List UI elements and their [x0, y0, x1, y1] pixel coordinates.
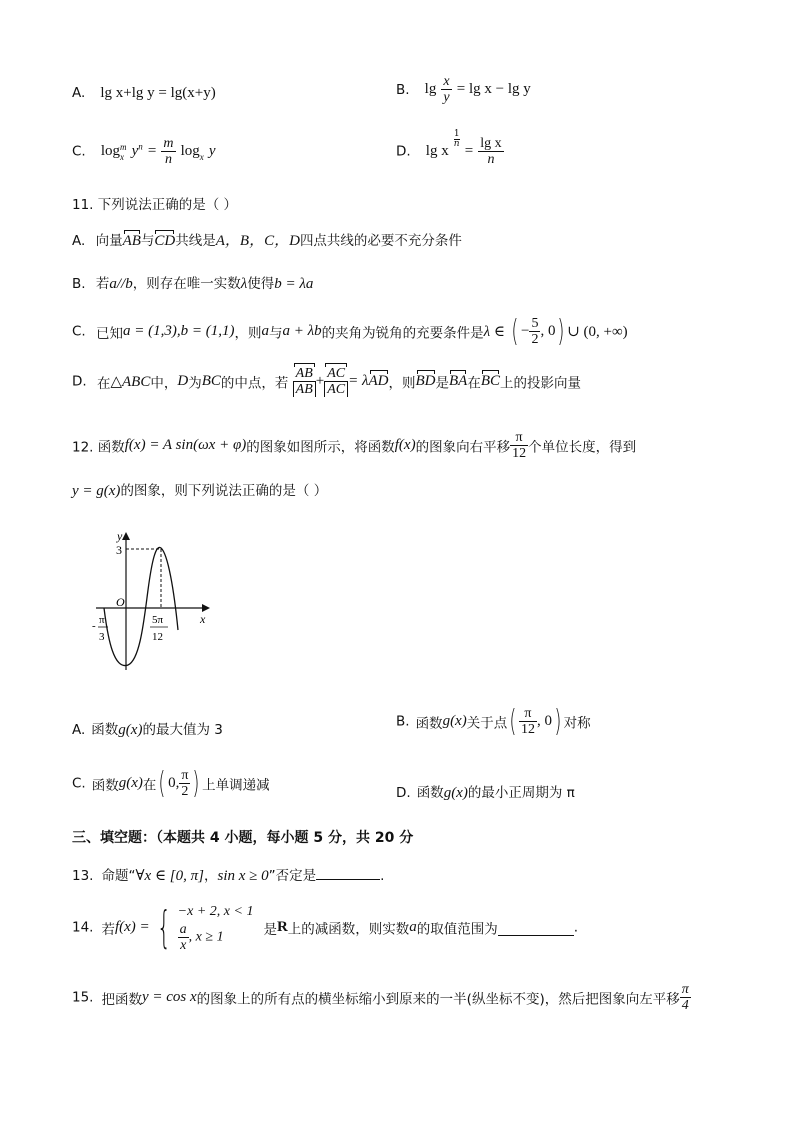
piecewise-cases — [178, 902, 254, 953]
equals: = — [147, 143, 157, 159]
text: 的图象向右平移 — [415, 439, 511, 456]
arg-sup: n — [138, 141, 143, 152]
vector-ab: AB — [122, 233, 141, 249]
text: 是 — [263, 921, 277, 938]
right-paren: ) — [554, 703, 562, 739]
condition: λ ∈ — [483, 324, 505, 340]
q11-option-b — [72, 272, 313, 293]
log-text: log — [100, 143, 120, 159]
interval-tail: , 0 — [540, 323, 556, 339]
text: 在 — [96, 375, 111, 392]
q11-option-a — [72, 229, 462, 250]
x-arrow — [202, 604, 210, 612]
left-paren: ( — [509, 703, 517, 739]
text: ， — [204, 868, 218, 884]
text: 把函数 — [101, 991, 142, 1008]
text: 对称 — [563, 715, 591, 732]
y-label: y — [117, 529, 123, 543]
q12-option-a — [72, 718, 223, 739]
log-arg: y — [131, 143, 139, 159]
q13 — [72, 864, 384, 885]
point-tail: , 0 — [536, 713, 552, 729]
vector-b: b — [125, 276, 133, 292]
log-text-2: log — [180, 143, 200, 159]
q10-option-c — [72, 136, 216, 167]
vector-bd: BD — [415, 373, 436, 389]
text: ，则 — [388, 375, 416, 392]
option-label: B. — [396, 82, 410, 98]
answer-blank[interactable] — [316, 879, 380, 880]
interval-head: 0, — [168, 775, 180, 791]
option-label: A. — [72, 722, 86, 738]
option-label: D. — [396, 785, 411, 801]
y-tick-3: 3 — [116, 543, 122, 557]
fraction: $\frac{5}{2}$ — [531, 316, 539, 347]
q14 — [72, 902, 578, 953]
text: 的中点，若 — [220, 375, 289, 392]
left-paren: ( — [511, 313, 519, 349]
case-2-tail: , x ≥ 1 — [188, 929, 224, 945]
text: 若 — [101, 921, 115, 938]
parallel: // — [116, 276, 126, 292]
fraction: $\frac{\pi}{2}$ — [181, 768, 189, 799]
equals: = — [464, 143, 474, 159]
lambda: λ — [240, 276, 248, 292]
text: 12. 函数 — [72, 439, 125, 456]
sine-graph — [88, 520, 218, 680]
text: ”否定是 — [268, 868, 317, 884]
q12-option-c — [72, 765, 270, 801]
fraction: $\frac{x}{y}$ — [443, 74, 450, 105]
log-prefix: lg — [424, 81, 437, 97]
text: 与 — [269, 325, 283, 342]
left-brace: { — [156, 901, 171, 953]
question-number: 15. — [72, 989, 94, 1006]
text: 与 — [140, 233, 155, 249]
text: 的取值范围为 — [416, 921, 498, 938]
period: . — [380, 868, 385, 884]
origin-label: O — [116, 595, 125, 609]
text: 函数 — [91, 722, 119, 738]
triangle: △ABC — [110, 374, 151, 390]
text: 在 — [142, 777, 157, 794]
q10-option-d — [396, 129, 504, 167]
text: 的最小正周期为 π — [467, 785, 575, 801]
exponent-fraction: $\frac{1}{n}$ — [453, 129, 460, 149]
fraction: $\frac{m}{n}$ — [163, 136, 174, 167]
x-label: x — [200, 612, 206, 626]
log-base: x — [119, 152, 124, 163]
log-base-2: x — [199, 152, 204, 163]
q12-option-b — [396, 703, 591, 739]
option-label: B. — [72, 276, 86, 292]
case-1: −x + 2, x < 1 — [177, 904, 254, 919]
vector-a: a — [109, 276, 117, 292]
left-paren: ( — [158, 765, 166, 801]
text: 已知 — [96, 325, 124, 342]
option-label: C. — [72, 143, 86, 160]
q11-option-d — [72, 366, 581, 397]
text: 使得 — [247, 276, 275, 292]
var-a: a — [409, 919, 417, 935]
points: A，B，C，D — [215, 233, 300, 249]
text: 函数 — [91, 777, 119, 794]
log-base-sup: m — [119, 141, 127, 152]
log-arg-2: y — [208, 143, 216, 159]
vector-ba: BA — [449, 373, 468, 389]
text: ，则 — [234, 325, 262, 342]
text: 为 — [188, 375, 202, 392]
minus: − — [521, 323, 530, 339]
x-tick-den: 12 — [152, 631, 163, 643]
text: 函数 — [415, 715, 443, 732]
text: 个单位长度，得到 — [528, 439, 637, 456]
equation: b = λa — [274, 276, 314, 292]
union: ∪ (0, +∞) — [567, 324, 628, 340]
text: 命题“ — [101, 868, 136, 884]
segment-bc: BC — [201, 373, 221, 389]
b-definition: b = (1,1) — [180, 323, 235, 339]
q12-stem-line2 — [72, 479, 327, 500]
sine-expr: sin x ≥ 0 — [217, 868, 269, 884]
quantifier-expr: ∀x ∈ [0, π] — [135, 868, 204, 884]
fx: f(x) — [394, 437, 416, 453]
option-label: D. — [396, 143, 411, 160]
q11-option-c — [72, 313, 628, 349]
option-expression: lg x+lg y = lg(x+y) — [100, 85, 216, 101]
text: 上的减函数，则实数 — [287, 921, 410, 938]
text: 的夹角为锐角的充要条件是 — [321, 325, 484, 342]
option-expression: = lg x − lg y — [456, 81, 531, 97]
q12-option-d — [396, 781, 575, 802]
case-2-fraction: $\frac{a}{x}$ — [179, 922, 187, 953]
gx: g(x) — [118, 775, 143, 791]
vector-sum: a + λb — [282, 323, 322, 339]
question-number: 14. — [72, 919, 94, 936]
x-tick-num: 5π — [152, 614, 164, 626]
text: 的图象，则下列说法正确的是（ ） — [120, 483, 328, 499]
text: 关于点 — [466, 715, 508, 732]
reals: R — [276, 919, 288, 935]
unit-vector-ac: $\frac{AC}{AC}$ — [324, 366, 348, 397]
option-label: C. — [72, 323, 86, 340]
text: ，则存在唯一实数 — [132, 276, 241, 292]
shift-fraction: $\frac{\pi}{12}$ — [512, 430, 527, 461]
fx-def: f(x) = — [114, 919, 150, 935]
q10-option-b — [396, 74, 531, 105]
question-number: 13. — [72, 868, 94, 884]
gx-function: y = g(x) — [72, 483, 121, 499]
option-label: D. — [72, 373, 87, 390]
answer-blank[interactable] — [498, 919, 574, 936]
text: 上单调递减 — [202, 777, 270, 794]
lg-x: lg x — [425, 143, 449, 159]
plus: + — [315, 373, 325, 389]
a-definition: a = (1,3), — [123, 323, 181, 339]
function-expression: f(x) = A sin(ωx + φ) — [124, 437, 247, 453]
text: 是 — [435, 375, 450, 392]
q11-stem: 11. 下列说法正确的是（ ） — [72, 197, 238, 213]
vector-cd: CD — [154, 233, 176, 249]
text: 若 — [95, 276, 110, 292]
right-paren: ) — [192, 765, 200, 801]
option-label: A. — [72, 85, 86, 101]
point-d: D — [177, 373, 189, 389]
fraction: $\frac{\pi}{12}$ — [520, 706, 535, 737]
text: 四点共线的必要不充分条件 — [299, 233, 462, 249]
text: 的图象如图所示，将函数 — [246, 439, 395, 456]
text: 的最大值为 3 — [142, 722, 223, 738]
unit-vector-ab: $\frac{AB}{AB}$ — [293, 366, 316, 397]
vector-a: a — [261, 323, 270, 339]
neg-sign: - — [92, 620, 96, 632]
equals-lambda: = λ — [348, 373, 369, 389]
y-arrow — [122, 532, 130, 540]
q10-option-a — [72, 82, 216, 102]
vector-ad: AD — [368, 373, 389, 389]
vector-bc: BC — [480, 373, 501, 389]
text: 中， — [150, 375, 178, 392]
gx: g(x) — [442, 713, 467, 729]
section-heading: 三、填空题：（本题共 4 小题，每小题 5 分，共 20 分 — [72, 830, 414, 846]
option-label: A. — [72, 233, 86, 249]
q15 — [72, 982, 691, 1013]
right-paren: ) — [557, 313, 565, 349]
shift-fraction: $\frac{\pi}{4}$ — [681, 982, 689, 1013]
option-label: B. — [396, 713, 410, 730]
text: 在 — [467, 375, 481, 392]
text: 的图象上的所有点的横坐标缩小到原来的一半(纵坐标不变)，然后把图象向左平移 — [196, 991, 680, 1008]
option-label: C. — [72, 775, 86, 792]
text: 上的投影向量 — [500, 375, 582, 392]
fraction: $\frac{\text{lg x}}{n}$ — [480, 136, 502, 167]
case-2 — [178, 922, 254, 953]
text: 函数 — [416, 785, 444, 801]
cos-function: y = cos x — [141, 989, 197, 1005]
text: 共线是 — [175, 233, 216, 249]
gx: g(x) — [443, 785, 468, 801]
period: . — [573, 919, 579, 936]
neg-tick-den: 3 — [99, 631, 105, 643]
gx: g(x) — [118, 722, 143, 738]
text: 向量 — [95, 233, 123, 249]
q12-stem-line1 — [72, 430, 636, 461]
neg-tick-num: π — [99, 614, 105, 626]
